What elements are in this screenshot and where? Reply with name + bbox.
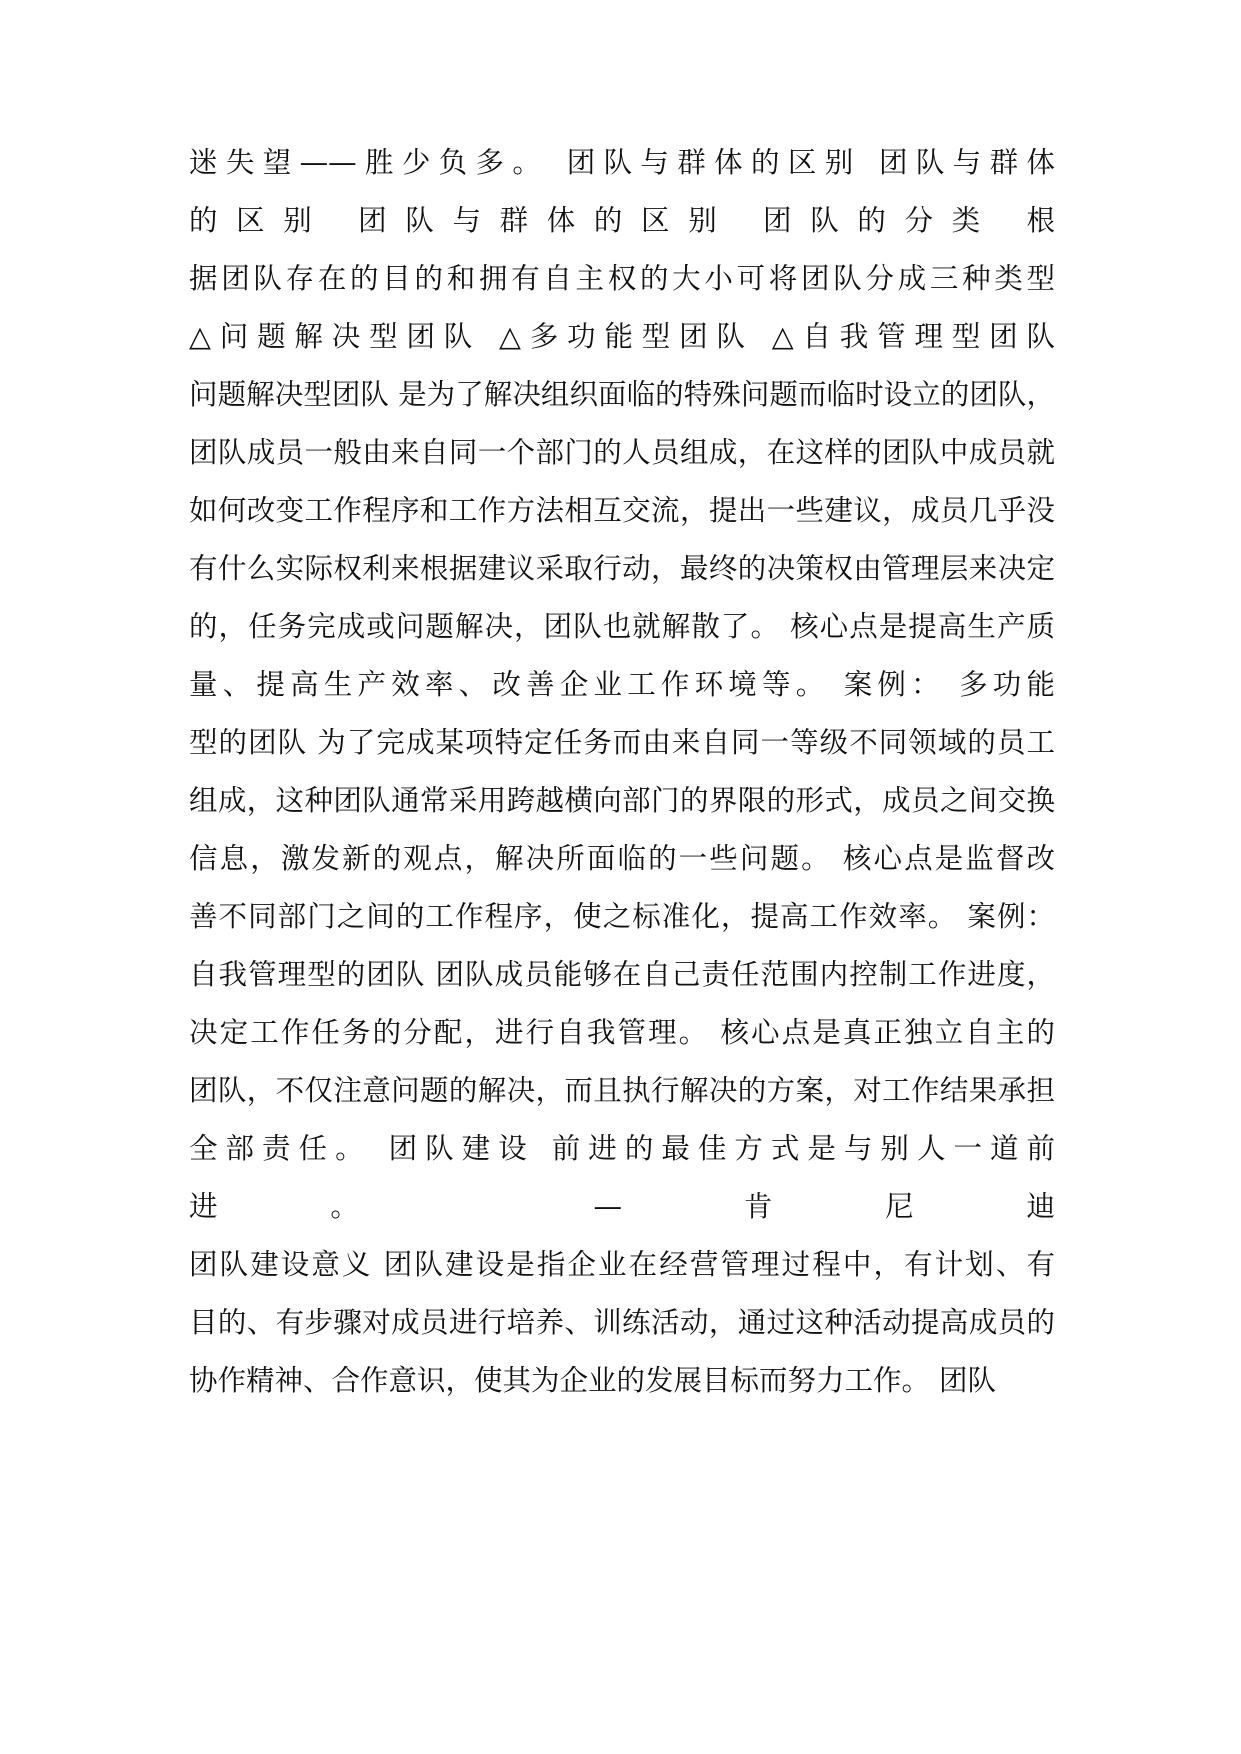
- text-line: 团队建设意义 团队建设是指企业在经营管理过程中，有计划、有: [189, 1248, 1055, 1281]
- text-line: 团队成员一般由来自同一个部门的人员组成，在这样的团队中成员就: [189, 436, 1055, 469]
- text-line: 进。 — 肯尼迪: [189, 1190, 1055, 1223]
- text-line: 型的团队 为了完成某项特定任务而由来自同一等级不同领域的员工: [189, 726, 1055, 759]
- text-line: 如何改变工作程序和工作方法相互交流，提出一些建议，成员几乎没: [189, 494, 1055, 527]
- text-line: 组成，这种团队通常采用跨越横向部门的界限的形式，成员之间交换: [189, 784, 1055, 817]
- text-line: 信息，激发新的观点，解决所面临的一些问题。 核心点是监督改: [189, 842, 1055, 875]
- text-line: 的，任务完成或问题解决，团队也就解散了。 核心点是提高生产质: [189, 610, 1055, 643]
- text-line: 量、提高生产效率、改善企业工作环境等。 案例： 多功能: [189, 668, 1055, 701]
- text-line: △问题解决型团队 △多功能型团队 △自我管理型团队: [189, 320, 1055, 353]
- text-line: 据团队存在的目的和拥有自主权的大小可将团队分成三种类型: [189, 262, 1055, 295]
- text-line: 有什么实际权利来根据建议采取行动，最终的决策权由管理层来决定: [189, 552, 1055, 585]
- text-line: 决定工作任务的分配，进行自我管理。 核心点是真正独立自主的: [189, 1016, 1055, 1049]
- text-line: 的区别 团队与群体的区别 团队的分类 根: [189, 204, 1055, 237]
- text-line: 团队，不仅注意问题的解决，而且执行解决的方案，对工作结果承担: [189, 1074, 1055, 1107]
- text-line: 善不同部门之间的工作程序，使之标准化，提高工作效率。 案例：: [189, 900, 1055, 933]
- text-line: 全部责任。 团队建设 前进的最佳方式是与别人一道前: [189, 1132, 1055, 1165]
- text-line: 目的、有步骤对成员进行培养、训练活动，通过这种活动提高成员的: [189, 1306, 1055, 1339]
- text-line: 自我管理型的团队 团队成员能够在自己责任范围内控制工作进度，: [189, 958, 1055, 991]
- text-line: 协作精神、合作意识，使其为企业的发展目标而努力工作。 团队: [189, 1364, 997, 1397]
- text-line: 问题解决型团队 是为了解决组织面临的特殊问题而临时设立的团队，: [189, 378, 1055, 411]
- text-line: 迷失望——胜少负多。 团队与群体的区别 团队与群体: [189, 146, 1055, 179]
